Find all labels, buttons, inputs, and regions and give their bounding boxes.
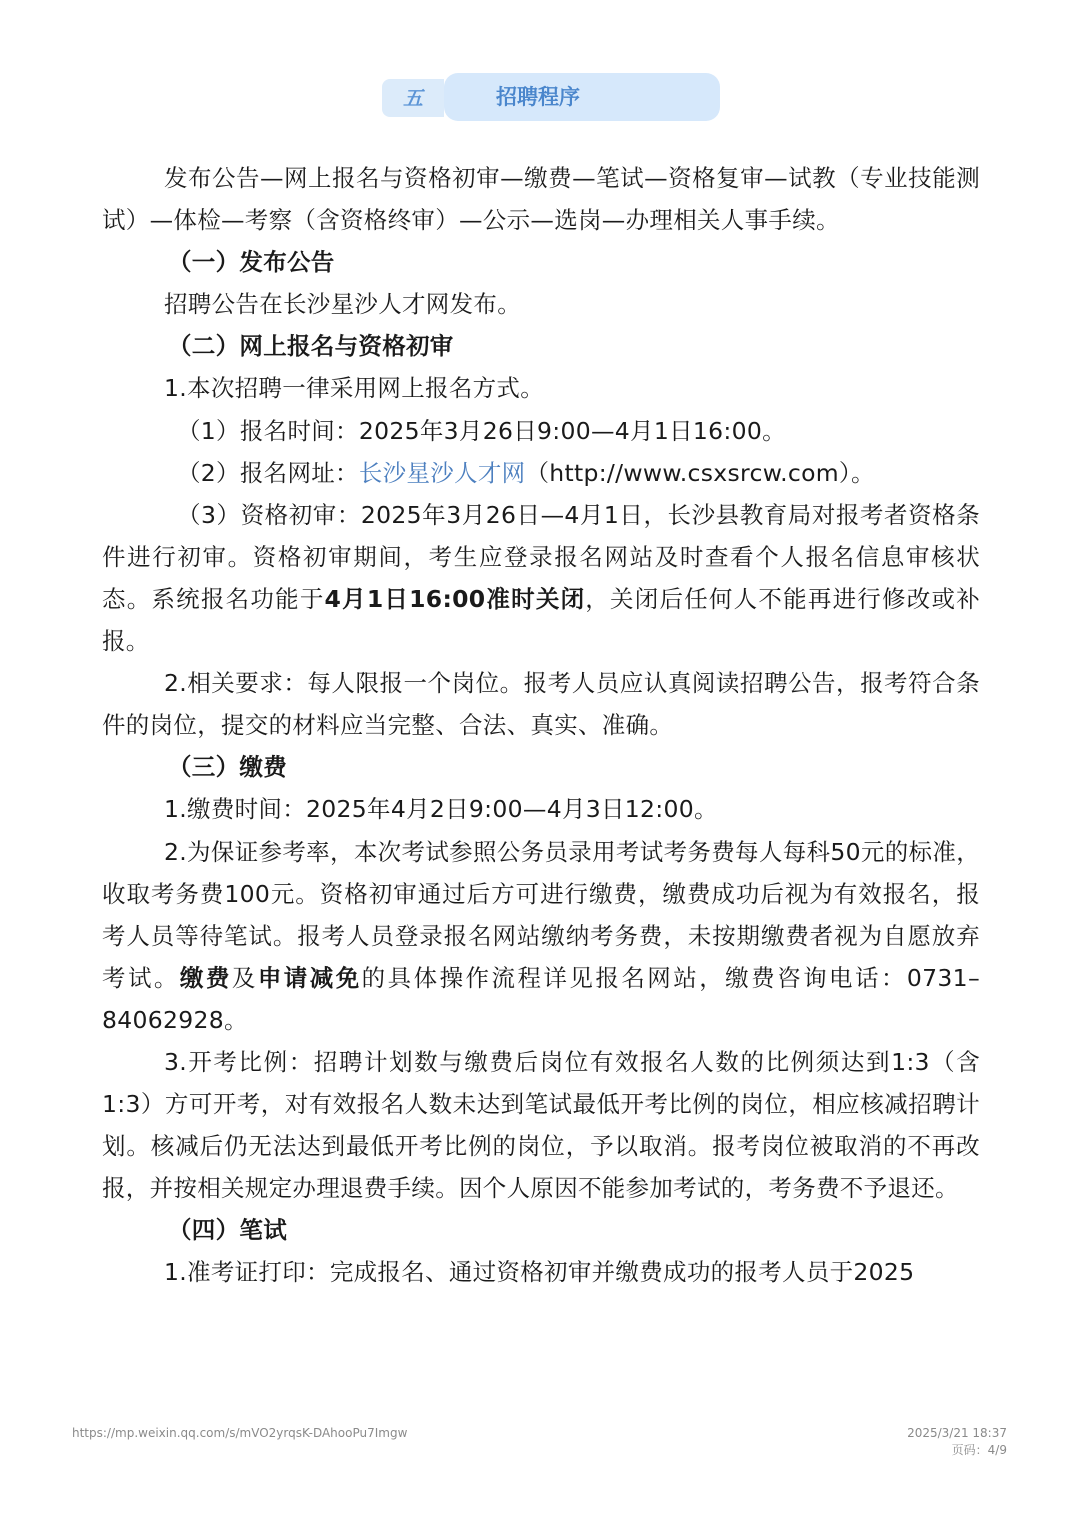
paragraph-admission-ticket: 1.准考证打印：完成报名、通过资格初审并缴费成功的报考人员于2025 xyxy=(164,1258,915,1287)
heading-registration: （二）网上报名与资格初审 xyxy=(168,332,454,361)
footer-page-number: 页码：4/9 xyxy=(951,1443,1007,1457)
review-text: （3）资格初审：2025年3月26日—4月1日，长沙县教育局对报考者资格条件进行初审。资格初审期间，考生应登录报名网站及时查看个人报名信息审核状态。系统报名功能于 xyxy=(102,500,980,613)
heading-written-exam: （四）笔试 xyxy=(168,1216,287,1245)
heading-payment: （三）缴费 xyxy=(168,753,287,782)
section-title: 招聘程序 xyxy=(444,73,720,121)
registration-site-link[interactable]: 长沙星沙人才网 xyxy=(358,458,526,487)
site-url: （http://www.csxsrcw.com）。 xyxy=(525,458,875,487)
paragraph-announcement: 招聘公告在长沙星沙人才网发布。 xyxy=(164,290,521,319)
footer-datetime: 2025/3/21 18:37 xyxy=(907,1426,1007,1440)
section-banner xyxy=(382,73,720,121)
paragraph-exam-ratio: 3.开考比例：招聘计划数与缴费后岗位有效报名人数的比例须达到1:3（含1:3）方可开考，对有效报名人数未达到笔试最低开考比例的岗位，相应核减招聘计划。核减后仍无法达到最低开考比例的岗位，予以取消。报考岗位被取消的不再改报，并按相关规定办理退费手续。因个人原因不能参加考试的，考务费不予退还。 xyxy=(102,1047,980,1203)
section-number-badge: 五 xyxy=(382,79,444,117)
fee-text-end: 的具体操作流程详见报名网站，缴费咨询电话：0731–84062928。 xyxy=(102,963,980,1034)
review-text-end: ，关闭后任何人不能再进行修改或补报。 xyxy=(102,584,980,656)
article-body xyxy=(102,157,980,1294)
paragraph-payment-time: 1.缴费时间：2025年4月2日9:00—4月3日12:00。 xyxy=(164,795,718,824)
paragraph-requirements: 2.相关要求：每人限报一个岗位。报考人员应认真阅读招聘公告，报考符合条件的岗位，提交的材料应当完整、合法、真实、准确。 xyxy=(102,669,980,740)
fee-conj: 及 xyxy=(231,963,258,992)
paragraph-payment-fee xyxy=(102,831,980,1041)
closing-time-emphasis: 4月1日16:00准时关闭 xyxy=(324,584,586,613)
paragraph-procedure: 发布公告—网上报名与资格初审—缴费—笔试—资格复审—试教（专业技能测试）—体检—考察（含资格终审）—公示—选岗—办理相关人事手续。 xyxy=(102,164,980,235)
paragraph-registration-method: 1.本次招聘一律采用网上报名方式。 xyxy=(164,374,545,403)
footer-url: https://mp.weixin.qq.com/s/mVO2yrqsK-DAhooPu7Imgw xyxy=(72,1426,408,1440)
payment-emphasis: 缴费 xyxy=(179,963,232,992)
paragraph-qualification-review xyxy=(102,494,980,662)
paragraph-registration-site xyxy=(102,452,980,494)
reduction-emphasis: 申请减免 xyxy=(257,963,362,992)
paragraph-registration-time: （1）报名时间：2025年3月26日9:00—4月1日16:00。 xyxy=(177,416,786,445)
site-label: （2）报名网址： xyxy=(177,458,359,487)
heading-announcement: （一）发布公告 xyxy=(168,248,335,277)
fee-text: 2.为保证参考率，本次考试参照公务员录用考试考务费每人每科50元的标准，收取考务费100元。资格初审通过后方可进行缴费，缴费成功后视为有效报名，报考人员等待笔试。报考人员登录报名网站缴纳考务费，未按期缴费者视为自愿放弃考试。 xyxy=(102,837,980,992)
